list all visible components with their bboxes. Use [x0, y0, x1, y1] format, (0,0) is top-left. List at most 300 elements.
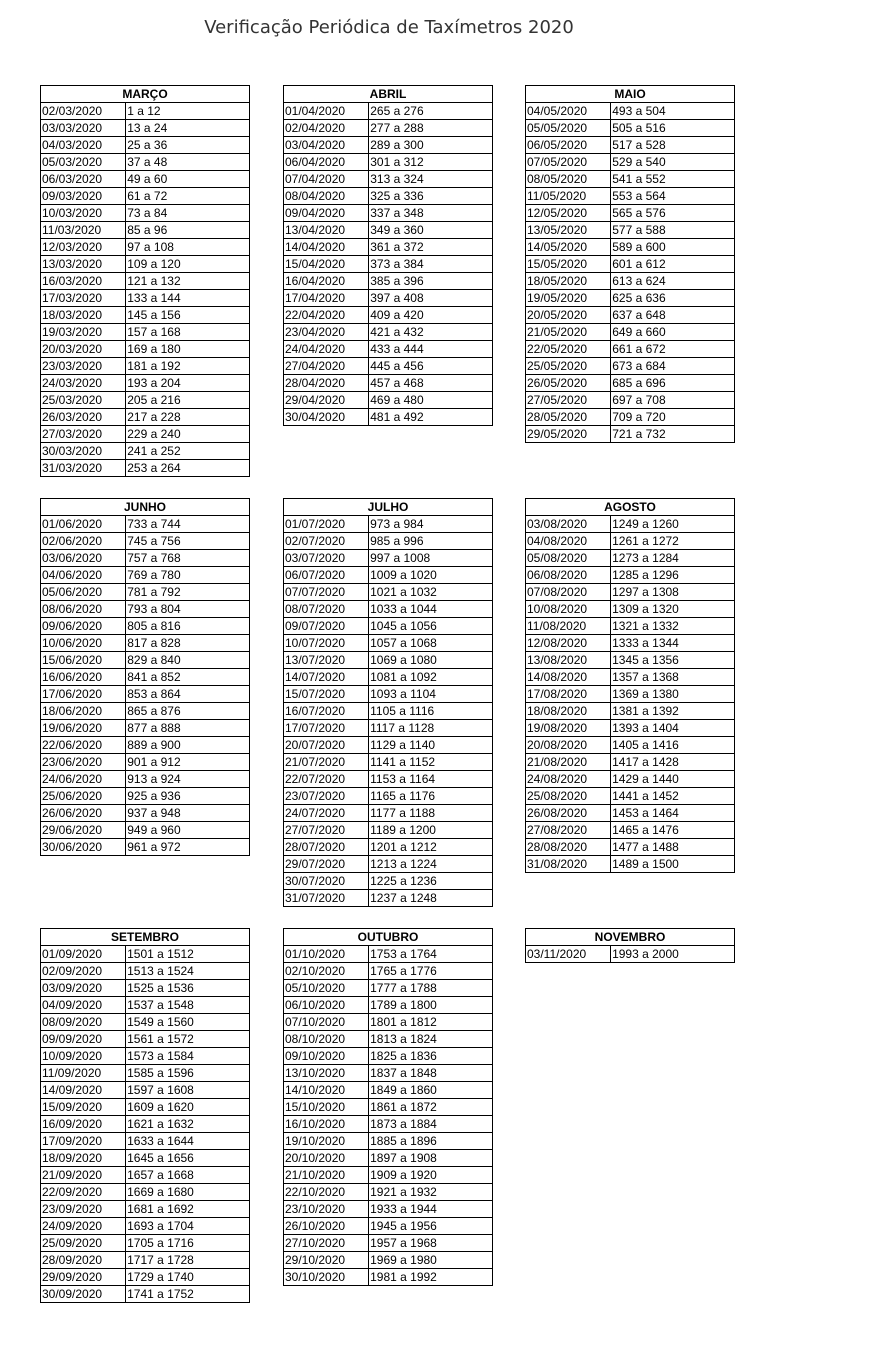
range-cell: 109 a 120 [126, 256, 250, 273]
table-row [284, 1201, 493, 1218]
range-cell: 829 a 840 [126, 652, 250, 669]
range-cell: 1261 a 1272 [611, 533, 735, 550]
month-name: AGOSTO [526, 499, 735, 516]
table-row [41, 567, 250, 584]
table-row [284, 1099, 493, 1116]
table-row [526, 392, 735, 409]
range-cell: 1585 a 1596 [126, 1065, 250, 1082]
table-row [526, 737, 735, 754]
range-cell: 1141 a 1152 [369, 754, 493, 771]
range-cell: 1225 a 1236 [369, 873, 493, 890]
table-row [41, 720, 250, 737]
date-cell: 28/08/2020 [526, 839, 611, 856]
date-cell: 08/06/2020 [41, 601, 126, 618]
range-cell: 133 a 144 [126, 290, 250, 307]
table-row [41, 1218, 250, 1235]
date-cell: 03/06/2020 [41, 550, 126, 567]
month-table [40, 85, 250, 477]
date-cell: 21/05/2020 [526, 324, 611, 341]
month-table [525, 928, 735, 963]
range-cell: 757 a 768 [126, 550, 250, 567]
date-cell: 11/09/2020 [41, 1065, 126, 1082]
month-name: JUNHO [41, 499, 250, 516]
date-cell: 14/05/2020 [526, 239, 611, 256]
range-cell: 1321 a 1332 [611, 618, 735, 635]
date-cell: 24/04/2020 [284, 341, 369, 358]
date-cell: 08/05/2020 [526, 171, 611, 188]
month-header-row [284, 499, 493, 516]
date-cell: 22/07/2020 [284, 771, 369, 788]
table-row [284, 290, 493, 307]
date-cell: 16/03/2020 [41, 273, 126, 290]
date-cell: 23/04/2020 [284, 324, 369, 341]
range-cell: 1621 a 1632 [126, 1116, 250, 1133]
table-row [284, 171, 493, 188]
table-row [526, 426, 735, 443]
table-row [284, 946, 493, 963]
table-row [41, 980, 250, 997]
range-cell: 1357 a 1368 [611, 669, 735, 686]
date-cell: 10/03/2020 [41, 205, 126, 222]
range-cell: 1093 a 1104 [369, 686, 493, 703]
date-cell: 06/05/2020 [526, 137, 611, 154]
date-cell: 09/07/2020 [284, 618, 369, 635]
range-cell: 1657 a 1668 [126, 1167, 250, 1184]
range-cell: 1081 a 1092 [369, 669, 493, 686]
month-header-row [41, 86, 250, 103]
date-cell: 31/07/2020 [284, 890, 369, 907]
table-row [284, 669, 493, 686]
range-cell: 649 a 660 [611, 324, 735, 341]
table-row [526, 375, 735, 392]
table-row [41, 324, 250, 341]
table-row [284, 1014, 493, 1031]
range-cell: 721 a 732 [611, 426, 735, 443]
date-cell: 30/04/2020 [284, 409, 369, 426]
range-cell: 1441 a 1452 [611, 788, 735, 805]
date-cell: 23/06/2020 [41, 754, 126, 771]
date-cell: 16/06/2020 [41, 669, 126, 686]
table-row [284, 839, 493, 856]
table-row [284, 120, 493, 137]
range-cell: 937 a 948 [126, 805, 250, 822]
date-cell: 13/10/2020 [284, 1065, 369, 1082]
table-row [284, 601, 493, 618]
range-cell: 1477 a 1488 [611, 839, 735, 856]
range-cell: 61 a 72 [126, 188, 250, 205]
month-name: SETEMBRO [41, 929, 250, 946]
table-row [526, 618, 735, 635]
range-cell: 1117 a 1128 [369, 720, 493, 737]
date-cell: 17/07/2020 [284, 720, 369, 737]
date-cell: 13/07/2020 [284, 652, 369, 669]
range-cell: 613 a 624 [611, 273, 735, 290]
table-row [41, 1150, 250, 1167]
date-cell: 10/09/2020 [41, 1048, 126, 1065]
range-cell: 769 a 780 [126, 567, 250, 584]
date-cell: 15/09/2020 [41, 1099, 126, 1116]
range-cell: 349 a 360 [369, 222, 493, 239]
table-row [526, 324, 735, 341]
table-row [41, 686, 250, 703]
table-row [41, 516, 250, 533]
table-row [284, 239, 493, 256]
range-cell: 1369 a 1380 [611, 686, 735, 703]
range-cell: 1837 a 1848 [369, 1065, 493, 1082]
range-cell: 493 a 504 [611, 103, 735, 120]
table-row [526, 635, 735, 652]
table-row [526, 822, 735, 839]
range-cell: 457 a 468 [369, 375, 493, 392]
date-cell: 07/10/2020 [284, 1014, 369, 1031]
range-cell: 1045 a 1056 [369, 618, 493, 635]
date-cell: 07/07/2020 [284, 584, 369, 601]
month-table [40, 928, 250, 1303]
table-row [526, 171, 735, 188]
range-cell: 541 a 552 [611, 171, 735, 188]
table-row [284, 103, 493, 120]
date-cell: 03/03/2020 [41, 120, 126, 137]
table-row [284, 154, 493, 171]
table-row [284, 324, 493, 341]
date-cell: 24/03/2020 [41, 375, 126, 392]
date-cell: 15/04/2020 [284, 256, 369, 273]
date-cell: 19/08/2020 [526, 720, 611, 737]
date-cell: 25/05/2020 [526, 358, 611, 375]
date-cell: 18/06/2020 [41, 703, 126, 720]
date-cell: 04/03/2020 [41, 137, 126, 154]
range-cell: 1417 a 1428 [611, 754, 735, 771]
range-cell: 481 a 492 [369, 409, 493, 426]
range-cell: 373 a 384 [369, 256, 493, 273]
range-cell: 1489 a 1500 [611, 856, 735, 873]
table-row [526, 120, 735, 137]
table-row [41, 601, 250, 618]
month-header-row [284, 929, 493, 946]
range-cell: 985 a 996 [369, 533, 493, 550]
table-row [41, 550, 250, 567]
date-cell: 19/10/2020 [284, 1133, 369, 1150]
range-cell: 1177 a 1188 [369, 805, 493, 822]
date-cell: 20/07/2020 [284, 737, 369, 754]
date-cell: 22/05/2020 [526, 341, 611, 358]
range-cell: 637 a 648 [611, 307, 735, 324]
range-cell: 289 a 300 [369, 137, 493, 154]
date-cell: 13/04/2020 [284, 222, 369, 239]
table-row [284, 137, 493, 154]
range-cell: 13 a 24 [126, 120, 250, 137]
range-cell: 1189 a 1200 [369, 822, 493, 839]
date-cell: 08/09/2020 [41, 1014, 126, 1031]
table-row [526, 754, 735, 771]
table-row [284, 1184, 493, 1201]
date-cell: 11/03/2020 [41, 222, 126, 239]
table-row [284, 1235, 493, 1252]
date-cell: 24/07/2020 [284, 805, 369, 822]
range-cell: 217 a 228 [126, 409, 250, 426]
range-cell: 1501 a 1512 [126, 946, 250, 963]
range-cell: 745 a 756 [126, 533, 250, 550]
table-row [41, 1167, 250, 1184]
date-cell: 03/04/2020 [284, 137, 369, 154]
range-cell: 1633 a 1644 [126, 1133, 250, 1150]
table-row [41, 120, 250, 137]
table-row [284, 1031, 493, 1048]
table-row [526, 771, 735, 788]
date-cell: 12/08/2020 [526, 635, 611, 652]
range-cell: 85 a 96 [126, 222, 250, 239]
table-row [41, 375, 250, 392]
table-row [41, 754, 250, 771]
date-cell: 06/04/2020 [284, 154, 369, 171]
date-cell: 26/08/2020 [526, 805, 611, 822]
range-cell: 1333 a 1344 [611, 635, 735, 652]
table-row [41, 188, 250, 205]
date-cell: 30/03/2020 [41, 443, 126, 460]
range-cell: 157 a 168 [126, 324, 250, 341]
table-row [284, 754, 493, 771]
date-cell: 17/09/2020 [41, 1133, 126, 1150]
date-cell: 18/05/2020 [526, 273, 611, 290]
table-row [284, 1133, 493, 1150]
table-row [526, 205, 735, 222]
range-cell: 961 a 972 [126, 839, 250, 856]
date-cell: 05/03/2020 [41, 154, 126, 171]
date-cell: 22/09/2020 [41, 1184, 126, 1201]
range-cell: 1681 a 1692 [126, 1201, 250, 1218]
date-cell: 25/06/2020 [41, 788, 126, 805]
range-cell: 1201 a 1212 [369, 839, 493, 856]
range-cell: 205 a 216 [126, 392, 250, 409]
date-cell: 25/09/2020 [41, 1235, 126, 1252]
table-row [284, 358, 493, 375]
range-cell: 1669 a 1680 [126, 1184, 250, 1201]
date-cell: 05/10/2020 [284, 980, 369, 997]
range-cell: 1981 a 1992 [369, 1269, 493, 1286]
range-cell: 565 a 576 [611, 205, 735, 222]
date-cell: 03/11/2020 [526, 946, 611, 963]
table-row [41, 997, 250, 1014]
table-row [284, 686, 493, 703]
date-cell: 12/05/2020 [526, 205, 611, 222]
range-cell: 1801 a 1812 [369, 1014, 493, 1031]
table-row [284, 652, 493, 669]
date-cell: 24/09/2020 [41, 1218, 126, 1235]
table-row [284, 533, 493, 550]
range-cell: 1753 a 1764 [369, 946, 493, 963]
date-cell: 03/09/2020 [41, 980, 126, 997]
table-row [41, 392, 250, 409]
table-row [41, 409, 250, 426]
date-cell: 09/10/2020 [284, 1048, 369, 1065]
date-cell: 27/08/2020 [526, 822, 611, 839]
range-cell: 1933 a 1944 [369, 1201, 493, 1218]
date-cell: 05/06/2020 [41, 584, 126, 601]
date-cell: 11/08/2020 [526, 618, 611, 635]
date-cell: 04/06/2020 [41, 567, 126, 584]
table-row [41, 1048, 250, 1065]
range-cell: 1789 a 1800 [369, 997, 493, 1014]
table-row [284, 222, 493, 239]
date-cell: 03/07/2020 [284, 550, 369, 567]
range-cell: 1897 a 1908 [369, 1150, 493, 1167]
range-cell: 1549 a 1560 [126, 1014, 250, 1031]
date-cell: 06/03/2020 [41, 171, 126, 188]
range-cell: 145 a 156 [126, 307, 250, 324]
table-row [526, 601, 735, 618]
table-row [284, 375, 493, 392]
table-row [284, 392, 493, 409]
range-cell: 1717 a 1728 [126, 1252, 250, 1269]
table-row [284, 273, 493, 290]
date-cell: 20/10/2020 [284, 1150, 369, 1167]
month-table [40, 498, 250, 856]
date-cell: 30/06/2020 [41, 839, 126, 856]
table-row [284, 720, 493, 737]
range-cell: 1765 a 1776 [369, 963, 493, 980]
range-cell: 853 a 864 [126, 686, 250, 703]
date-cell: 19/03/2020 [41, 324, 126, 341]
date-cell: 14/08/2020 [526, 669, 611, 686]
table-row [41, 703, 250, 720]
range-cell: 901 a 912 [126, 754, 250, 771]
range-cell: 1969 a 1980 [369, 1252, 493, 1269]
range-cell: 1297 a 1308 [611, 584, 735, 601]
date-cell: 18/08/2020 [526, 703, 611, 720]
table-row [284, 1218, 493, 1235]
table-row [41, 290, 250, 307]
range-cell: 313 a 324 [369, 171, 493, 188]
range-cell: 193 a 204 [126, 375, 250, 392]
range-cell: 1273 a 1284 [611, 550, 735, 567]
table-row [526, 137, 735, 154]
range-cell: 949 a 960 [126, 822, 250, 839]
date-cell: 13/05/2020 [526, 222, 611, 239]
range-cell: 49 a 60 [126, 171, 250, 188]
range-cell: 1345 a 1356 [611, 652, 735, 669]
range-cell: 517 a 528 [611, 137, 735, 154]
range-cell: 1909 a 1920 [369, 1167, 493, 1184]
table-row [41, 256, 250, 273]
range-cell: 697 a 708 [611, 392, 735, 409]
table-row [41, 1014, 250, 1031]
table-row [41, 426, 250, 443]
table-row [284, 737, 493, 754]
table-row [41, 1133, 250, 1150]
table-row [284, 1082, 493, 1099]
date-cell: 25/03/2020 [41, 392, 126, 409]
date-cell: 16/04/2020 [284, 273, 369, 290]
table-row [284, 1116, 493, 1133]
month-name: NOVEMBRO [526, 929, 735, 946]
range-cell: 1105 a 1116 [369, 703, 493, 720]
date-cell: 06/10/2020 [284, 997, 369, 1014]
table-row [526, 584, 735, 601]
date-cell: 22/06/2020 [41, 737, 126, 754]
date-cell: 16/09/2020 [41, 1116, 126, 1133]
date-cell: 23/03/2020 [41, 358, 126, 375]
table-row [41, 443, 250, 460]
range-cell: 253 a 264 [126, 460, 250, 477]
table-row [41, 1252, 250, 1269]
date-cell: 02/09/2020 [41, 963, 126, 980]
table-row [526, 550, 735, 567]
table-row [526, 239, 735, 256]
range-cell: 1849 a 1860 [369, 1082, 493, 1099]
range-cell: 805 a 816 [126, 618, 250, 635]
table-row [284, 205, 493, 222]
range-cell: 337 a 348 [369, 205, 493, 222]
table-row [284, 890, 493, 907]
range-cell: 1537 a 1548 [126, 997, 250, 1014]
month-table [283, 85, 493, 426]
range-cell: 865 a 876 [126, 703, 250, 720]
range-cell: 973 a 984 [369, 516, 493, 533]
range-cell: 241 a 252 [126, 443, 250, 460]
page-title: Verificação Periódica de Taxímetros 2020 [204, 17, 574, 38]
range-cell: 25 a 36 [126, 137, 250, 154]
date-cell: 01/07/2020 [284, 516, 369, 533]
date-cell: 22/10/2020 [284, 1184, 369, 1201]
date-cell: 29/10/2020 [284, 1252, 369, 1269]
range-cell: 1777 a 1788 [369, 980, 493, 997]
table-row [41, 171, 250, 188]
date-cell: 23/07/2020 [284, 788, 369, 805]
table-row [41, 1065, 250, 1082]
date-cell: 02/10/2020 [284, 963, 369, 980]
table-row [526, 256, 735, 273]
date-cell: 29/06/2020 [41, 822, 126, 839]
table-row [41, 307, 250, 324]
date-cell: 12/03/2020 [41, 239, 126, 256]
table-row [41, 358, 250, 375]
date-cell: 21/10/2020 [284, 1167, 369, 1184]
table-row [284, 307, 493, 324]
range-cell: 169 a 180 [126, 341, 250, 358]
month-table [283, 498, 493, 907]
table-row [41, 737, 250, 754]
date-cell: 19/05/2020 [526, 290, 611, 307]
date-cell: 24/08/2020 [526, 771, 611, 788]
table-row [284, 1269, 493, 1286]
range-cell: 1705 a 1716 [126, 1235, 250, 1252]
date-cell: 29/07/2020 [284, 856, 369, 873]
date-cell: 04/08/2020 [526, 533, 611, 550]
range-cell: 229 a 240 [126, 426, 250, 443]
range-cell: 445 a 456 [369, 358, 493, 375]
table-row [41, 1235, 250, 1252]
date-cell: 29/04/2020 [284, 392, 369, 409]
range-cell: 1021 a 1032 [369, 584, 493, 601]
date-cell: 01/04/2020 [284, 103, 369, 120]
date-cell: 23/10/2020 [284, 1201, 369, 1218]
range-cell: 1033 a 1044 [369, 601, 493, 618]
table-row [284, 805, 493, 822]
range-cell: 73 a 84 [126, 205, 250, 222]
month-header-row [284, 86, 493, 103]
date-cell: 15/06/2020 [41, 652, 126, 669]
date-cell: 20/03/2020 [41, 341, 126, 358]
range-cell: 1513 a 1524 [126, 963, 250, 980]
range-cell: 433 a 444 [369, 341, 493, 358]
table-row [526, 222, 735, 239]
table-row [41, 805, 250, 822]
month-table [525, 498, 735, 873]
date-cell: 09/04/2020 [284, 205, 369, 222]
month-name: JULHO [284, 499, 493, 516]
date-cell: 13/08/2020 [526, 652, 611, 669]
date-cell: 31/03/2020 [41, 460, 126, 477]
